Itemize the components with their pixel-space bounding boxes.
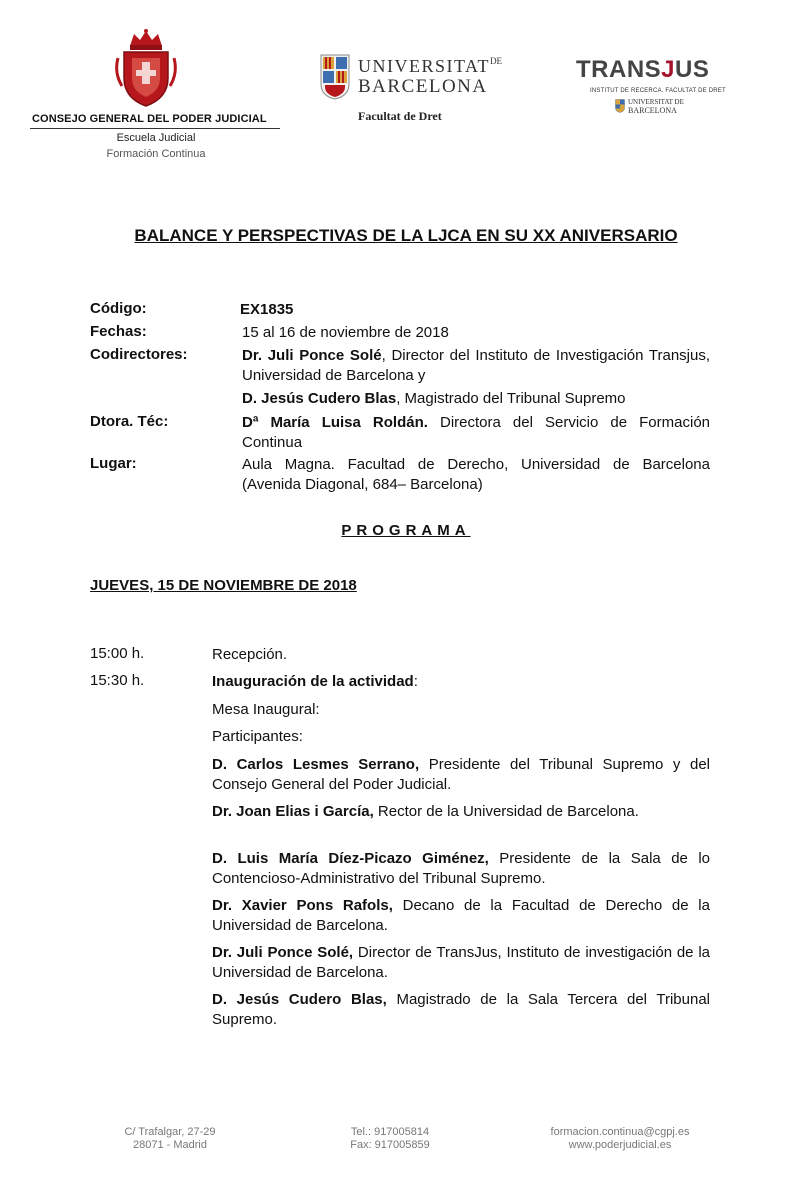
codirector-1	[242, 346, 710, 386]
codigo-value: EX1835	[240, 301, 294, 318]
ub-faculty: Facultat de Dret	[358, 109, 442, 123]
participant-desc: Presidente de la Sala de lo Contencioso-Administrativo del Tribunal Supremo.	[212, 850, 710, 887]
cgpj-crest-logo	[112, 28, 180, 108]
item-inauguracion	[212, 672, 710, 692]
ub-wordmark-line1: $UNIVERSITAT^{DE}$	[358, 56, 503, 76]
dtora-desc: Directora del Servicio de Formación Continua	[242, 414, 711, 451]
participant-name: Dr. Joan Elias i García,	[212, 803, 374, 820]
participant	[212, 990, 710, 1030]
cgpj-school: Escuela Judicial	[116, 132, 196, 144]
ub-wordmark-line2: BARCELONA	[358, 76, 488, 97]
codirector-2	[242, 389, 710, 409]
lugar-value: Aula Magna. Facultad de Derecho, Universidad de Barcelona (Avenida Diagonal, 684– Barcelona)	[242, 456, 710, 493]
participant	[212, 849, 710, 889]
participant-name: D. Carlos Lesmes Serrano,	[212, 756, 420, 773]
programa-heading: PROGRAMA	[341, 522, 471, 539]
footer-web-link[interactable]: www.poderjudicial.es	[568, 1139, 672, 1151]
time-2: 15:30 h.	[90, 672, 145, 689]
codirector-2-desc: , Magistrado del Tribunal Supremo	[396, 390, 626, 407]
dtora-value	[242, 413, 710, 453]
participant-desc: Presidente del Tribunal Supremo y del Consejo General del Poder Judicial.	[212, 756, 710, 793]
participant	[212, 755, 710, 795]
inauguracion-colon: :	[413, 673, 418, 690]
dtora-label: Dtora. Téc:	[90, 413, 169, 430]
participant-name: D. Luis María Díez-Picazo Giménez,	[212, 850, 489, 867]
participant	[212, 896, 710, 936]
ub-shield-logo	[320, 54, 350, 100]
footer-phone	[330, 1126, 450, 1152]
transjus-subtitle: INSTITUT DE RECERCA. FACULTAT DE DRET	[590, 88, 726, 94]
footer-address	[110, 1126, 230, 1152]
codigo-label: Código:	[90, 300, 147, 317]
participant-desc: Rector de la Universidad de Barcelona.	[373, 803, 639, 820]
footer-tel: Tel.: 917005814	[350, 1126, 430, 1138]
cgpj-name: CONSEJO GENERAL DEL PODER JUDICIAL	[32, 113, 267, 125]
participant-name: D. Jesús Cudero Blas,	[212, 991, 387, 1008]
participant-desc: Director de TransJus, Instituto de investigación de la Universidad de Barcelona.	[212, 944, 710, 981]
item-recepcion: Recepción.	[212, 646, 288, 663]
participant	[212, 802, 710, 822]
document-title: BALANCE Y PERSPECTIVAS DE LA LJCA EN SU XX ANIVERSARIO	[134, 226, 678, 245]
fechas-label: Fechas:	[90, 323, 147, 340]
footer-address-line1: C/ Trafalgar, 27-29	[124, 1126, 216, 1138]
mesa-inaugural: Mesa Inaugural:	[212, 701, 320, 718]
transjus-ub-line2: BARCELONA	[628, 106, 677, 115]
inauguracion-title: Inauguración de la actividad	[212, 673, 414, 690]
codirector-1-desc: , Director del Instituto de Investigación Transjus, Universidad de Barcelona y	[242, 347, 710, 384]
codirector-1-name: Dr. Juli Ponce Solé	[242, 347, 382, 364]
transjus-ub-shield-icon	[615, 99, 625, 113]
lugar-label: Lugar:	[90, 455, 137, 472]
participant-desc: Decano de la Facultad de Derecho de la Universidad de Barcelona.	[212, 897, 710, 934]
footer-contact	[530, 1126, 710, 1152]
codirectores-value	[242, 346, 710, 409]
transjus-wordmark: TRANSJUS	[576, 56, 710, 83]
transjus-ub-line1: UNIVERSITAT DE	[628, 98, 684, 106]
cgpj-divider	[30, 128, 280, 129]
dtora-name: Dª María Luisa Roldán.	[242, 414, 428, 431]
participant-desc: Magistrado de la Sala Tercera del Tribunal Supremo.	[212, 991, 710, 1028]
codirectores-label: Codirectores:	[90, 346, 188, 363]
footer-email[interactable]: formacion.continua@cgpj.es	[550, 1126, 690, 1138]
participant-name: Dr. Juli Ponce Solé,	[212, 944, 354, 961]
footer-fax: Fax: 917005859	[350, 1139, 430, 1151]
time-1: 15:00 h.	[90, 645, 145, 662]
fechas-value: 15 al 16 de noviembre de 2018	[242, 324, 449, 341]
participantes-label: Participantes:	[212, 728, 303, 745]
participant	[212, 943, 710, 983]
day-heading: JUEVES, 15 DE NOVIEMBRE DE 2018	[90, 577, 357, 594]
cgpj-department: Formación Continua	[106, 148, 206, 160]
codirector-2-name: D. Jesús Cudero Blas	[242, 390, 397, 407]
footer-address-line2: 28071 - Madrid	[133, 1139, 207, 1151]
participant-name: Dr. Xavier Pons Rafols,	[212, 897, 393, 914]
